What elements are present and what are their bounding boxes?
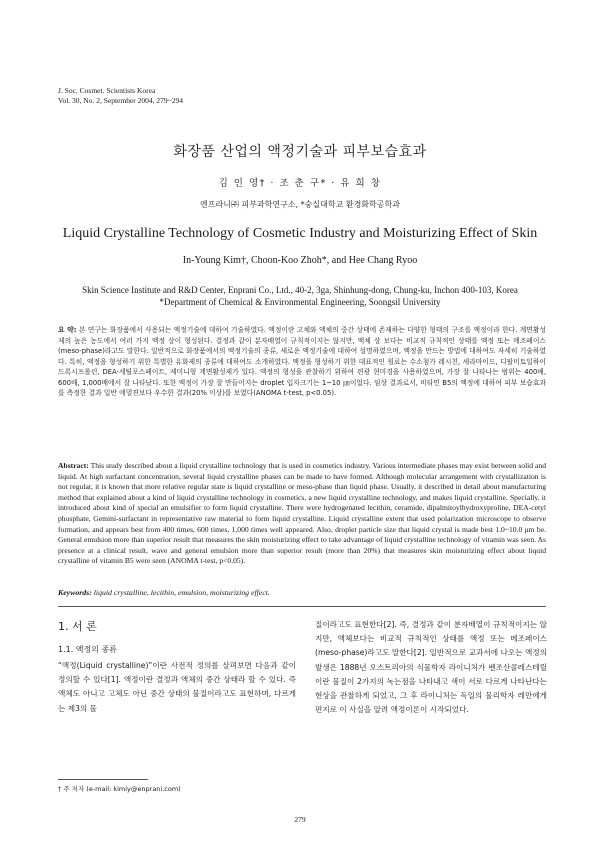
- body-paragraph-right: 질이라고도 표현한다[2]. 즉, 결정과 같이 분자배열이 규칙적이지는 않지만, 액체보다는 비교적 규칙적인 상태를 액정 또는 메조페이스(meso-phase)라고도 말한다[2]. 일반적으로 교과서에 나오는 액정의 발생은 1888년 오스트리아의 식물학자 라이니처가 벤조산콜레스테릴이란 물질이 2가지의 녹는점을 나타내고 색이 서로 다르게 나타난다는 현상을 관찰하게 되었고, 그 후 라이니처는 독일의 물리학자 레만에게 편지로 이 사실을 알려 액정이론이 시작되었다.: [315, 620, 547, 715]
- section-divider: [58, 606, 546, 607]
- english-abstract-text: This study described about a liquid crystalline technology that is used in cosmetics industry. Various intermediate phases may exist between solid and liquid. At high surfactant concentration, several liquid crystalline phases can be made to have formed. Although molecular arrangement with crystallization is not regular, it is known that more relative regular state is liquid crystalline or meso-phase than liquid phase. Usually, it described in detail about manufacturing method that explained about a kind of liquid crystalline technology in cosmetics, a new liquid crystalline technology, and makes liquid crystalline. Specially, it introduced about kind of special an emulsifier to form liquid crystalline. There were hydrogenated lecithin, ceramide, dipalmitoylhydroxyproline, DEA-cetyl phosphate, Gemini-surfactant in representative raw material to form liquid crystalline. Liquid crystalline extent that used polarization microscope to observe formation, and appears best from 400 times, 600 times, 1,000 times well appeared. Also, droplet particle size that liquid crystal is made best 1.0~10.0 μm be. General emulsion more than superior result that measures the skin moisturizing effect to take advantage of liquid crystalline technology of vitamin was seen. As presence at a clinical result, wave and general emulsion more than superior result (more than 20%) that measures skin moisturizing effect about liquid crystalline of vitamin B5 were seen (ANOMA t-test, p<0.05).: [58, 461, 546, 566]
- subsection-heading: 1.1. 액정의 종류: [58, 645, 117, 654]
- left-column: [58, 618, 296, 716]
- korean-abstract: [58, 325, 546, 399]
- page-number: 279: [294, 815, 306, 824]
- english-affiliation: [0, 284, 600, 308]
- affiliation-line-2: *Department of Chemical & Environmental Engineering, Soongsil University: [159, 297, 441, 307]
- footnote: † 주 저자 (e-mail: kimiy@enprani.com): [58, 785, 181, 793]
- keywords: [58, 588, 546, 597]
- body-paragraph-left: “액정(Liquid crystalline)”이란 사전적 정의를 살펴보면 다음과 같이 정의할 수 있다[1]. 액정이란 결정과 액체의 중간 상태라 할 수 있다. 즉 액체도 아니고 고체도 아닌 중간 상태의 물질이라고도 표현하며, 다르게는 제3의 물: [58, 661, 296, 713]
- korean-authors: 김 인 영† · 조 춘 구* · 유 희 창: [218, 178, 382, 189]
- journal-name: J. Soc. Cosmet. Scientists Korea: [58, 86, 156, 95]
- journal-volume: Vol. 30, No. 2, September 2004, 279~294: [58, 96, 183, 105]
- keywords-label: Keywords:: [58, 588, 92, 597]
- affiliation-line-1: Skin Science Institute and R&D Center, Enprani Co., Ltd., 40-2, 3ga, Shinhung-dong, Chung-ku, Inchon 400-103, Korea: [82, 285, 518, 295]
- right-column: [315, 618, 547, 717]
- korean-title: 화장품 산업의 액정기술과 피부보습효과: [173, 144, 427, 160]
- english-abstract-label: Abstract:: [58, 461, 89, 470]
- korean-abstract-label: 요 약:: [58, 326, 77, 334]
- footnote-divider: [58, 779, 148, 780]
- korean-abstract-text: 본 연구는 화장품에서 사용되는 액정기술에 대하여 기술하였다. 액정이란 고체와 액체의 중간 상태에 존재하는 다양한 형태의 구조를 액정이라 한다. 계면활성제의 높은 농도에서 여러 가지 액정 상이 형성된다. 결정과 같이 분자배열이 규칙적이지는 않지만, 액체 상 보다는 비교적 규칙적인 상태를 액정 또는 메조페이스(meso-phase)라고도 말한다. 일반적으로 화장품에서의 액정기술의 종류, 새로운 액정기술에 대하여 설명하였으며, 액정을 만드는 방법에 대하여도 자세히 기술하였다. 특히, 액정을 형성하기 위한 특별한 유화제의 종류에 대하여도 소개하였다. 액정을 형성하기 위한 대표적인 원료는 수소첨가 레시친, 세라마이드, 디팔미토일하이드록시프롤린, DEA-세틸포스페이트, 제미니형 계면활성제가 있다. 액정의 형성을 관찰하기 위하여 편광 현미경을 사용하였으며, 가장 잘 나타나는 범위는 400배, 600배, 1,000배에서 잘 나타났다. 또한 액정이 가장 잘 만들어지는 droplet 입자크기는 1~10 ㎛이었다. 임상 결과로서, 비타민 B5의 액정에 대하여 피부 보습효과를 측정한 결과 일반 에멀젼보다 우수한 결과(20% 이상)를 보였다(ANOMA t-test, p<0.05).: [58, 326, 546, 397]
- korean-affiliation: 엔프라니㈜ 피부과학연구소, *숭실대학교 환경화학공학과: [200, 200, 400, 209]
- english-abstract: [58, 461, 546, 567]
- keywords-text: liquid crystalline, lecithin, emulsion, moisturizing effect.: [93, 588, 270, 597]
- journal-info: [58, 86, 183, 106]
- english-title: Liquid Crystalline Technology of Cosmetic Industry and Moisturizing Effect of Skin: [62, 226, 538, 241]
- english-authors: In-Young Kim†, Choon-Koo Zhoh*, and Hee Chang Ryoo: [182, 255, 418, 266]
- section-heading: 1. 서 론: [58, 620, 97, 633]
